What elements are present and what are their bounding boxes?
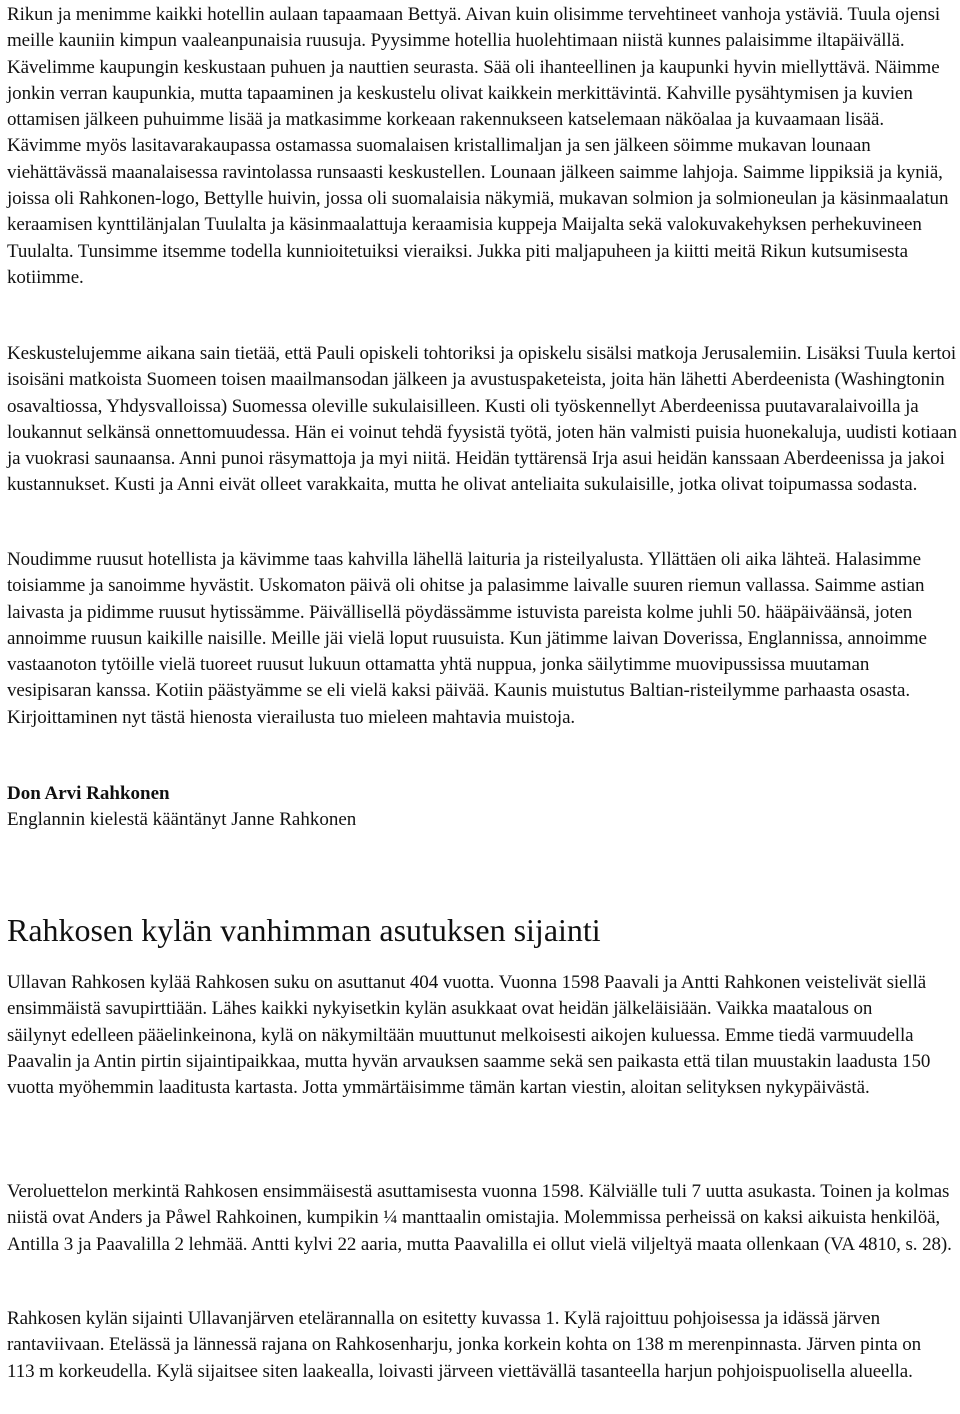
- section-heading: Rahkosen kylän vanhimman asutuksen sijainti: [7, 912, 601, 948]
- article2-paragraph-3: Rahkosen kylän sijainti Ullavanjärven etelärannalla on esitetty kuvassa 1. Kylä rajoittuu pohjoisessa ja idässä järven rantaviivaan. Etelässä ja lännessä rajana on Rahkosenharju, jonka korkein kohta on 138 m merenpinnasta. Järven pinta on 113 m korkeudella. Kylä sijaitsee siten laakealla, loivasti järveen viettävällä tasanteella harjun pohjoispuolisella alueella.: [7, 1308, 922, 1382]
- article2-paragraph-1: Ullavan Rahkosen kylää Rahkosen suku on asuttanut 404 vuotta. Vuonna 1598 Paavali ja Antti Rahkonen veistelivät siellä ensimmäistä savupirttiään. Lähes kaikki nykyisetkin kylän asukkaat ovat heidän jälkeläisiään. Vaikka maatalous on säilynyt edelleen pääelinkeinona, kylä on näkymiltään muuttunut melkoisesti aikojen kuluessa. Emme tiedä varmuudella Paavalin ja Antin pirtin sijaintipaikkaa, mutta hyvän arvauksen saamme sekä sen paikasta että tilan muustakin laadusta 150 vuotta myöhemmin laaditusta kartasta. Jotta ymmärtäisimme tämän kartan viestin, aloitan selityksen nykypäivästä.: [7, 972, 931, 1099]
- article1-paragraph-3: Noudimme ruusut hotellista ja kävimme taas kahvilla lähellä laituria ja risteilyalusta. Yllättäen oli aika lähteä. Halasimme toisiamme ja sanoimme hyvästit. Uskomaton päivä oli ohitse ja palasimme laivalle suuren riemun vallassa. Saimme astian laivasta ja pidimme ruusut hytissämme. Päivällisellä pöydässämme istuvista pareista kolme juhli 50. hääpäiväänsä, joten annoimme ruusun kaikille naisille. Meille jäi vielä loput ruusuista. Kun jätimme laivan Doverissa, Englannissa, annoimme vastaanoton tytöille vielä tuoreet ruusut lukuun ottamatta yhtä nuppua, jonka säilytimme muovipussissa muutaman vesipisaran kanssa. Kotiin päästyämme se eli vielä kaksi päivää. Kaunis muistutus Baltian-risteilymme parhaasta osasta. Kirjoittaminen nyt tästä hienosta vierailusta tuo mieleen mahtavia muistoja.: [7, 549, 927, 728]
- article1-paragraph-2: Keskustelujemme aikana sain tietää, että Pauli opiskeli tohtoriksi ja opiskelu sisälsi matkoja Jerusalemiin. Lisäksi Tuula kertoi isoisäni matkoista Suomeen toisen maailmansodan jälkeen ja avustuspaketeista, joita hän lähetti Aberdeenista (Washingtonin osavaltiossa, Yhdysvalloissa) Suomessa oleville sukulaisilleen. Kusti oli työskennellyt Aberdeenissa puutavaralaivoilla ja loukannut selkänsä onnettomuudessa. Hän ei voinut tehdä fyysistä työtä, joten hän valmisti puisia huonekaluja, uudisti kotiaan ja vuokrasi saunaansa. Anni punoi räsymattoja ja myi niitä. Heidän tyttärensä Irja asui heidän kanssaan Aberdeenissa ja jakoi kustannukset. Kusti ja Anni eivät olleet varakkaita, mutta he olivat anteliaita sukulaisille, jotka olivat toipumassa sodasta.: [7, 343, 957, 496]
- author-name: Don Arvi Rahkonen: [7, 783, 170, 804]
- article1-paragraph-1: Rikun ja menimme kaikki hotellin aulaan tapaamaan Bettyä. Aivan kuin olisimme tervehtineet vanhoja ystäviä. Tuula ojensi meille kauniin kimpun vaaleanpunaisia ruusuja. Pyysimme hotellia huolehtimaan niistä kunnes palaisimme iltapäivällä. Kävelimme kaupungin keskustaan puhuen ja nauttien seurasta. Sää oli ihanteellinen ja kaupunki hyvin miellyttävä. Näimme jonkin verran kaupunkia, mutta tapaaminen ja keskustelu olivat kaikkein merkittävintä. Kahville pysähtymisen ja kuvien ottamisen jälkeen puhuimme lisää ja matkasimme korkeaan rakennukseen katselemaan näköalaa ja kuvaamaan lisää. Kävimme myös lasitavarakaupassa ostamassa suomalaisen kristallimaljan ja sen jälkeen söimme mukavan lounaan viehättävässä maanalaisessa ravintolassa runsaasti keskustellen. Lounaan jälkeen saimme lahjoja. Saimme lippiksiä ja kyniä, joissa oli Rahkonen-logo, Bettylle huivin, jossa oli suomalaisia näkymiä, mukavan solmion ja solmioneulan ja käsinmaalatun keraamisen kynttilänjalan Tuulalta ja käsinmaalattuja keraamisia kuppeja Maijalta sekä valokuvakehyksen perhekuvineen Tuulalta. Tunsimme itsemme todella kunnioitetuiksi vieraiksi. Jukka piti maljapuheen ja kiitti meitä Rikun kutsumisesta kotiimme.: [7, 4, 949, 288]
- translator-credit: Englannin kielestä kääntänyt Janne Rahkonen: [7, 809, 357, 830]
- article2-paragraph-2: Veroluettelon merkintä Rahkosen ensimmäisestä asuttamisesta vuonna 1598. Kälviälle tuli 7 uutta asukasta. Toinen ja kolmas niistä ovat Anders ja Påwel Rahkoinen, kumpikin ¼ manttaalin omistajia. Molemmissa perheissä on kaksi aikuista henkilöä, Antilla 3 ja Paavalilla 2 lehmää. Antti kylvi 22 aaria, mutta Paavalilla ei ollut vielä viljeltyä maata ollenkaan (VA 4810, s. 28).: [7, 1181, 952, 1255]
